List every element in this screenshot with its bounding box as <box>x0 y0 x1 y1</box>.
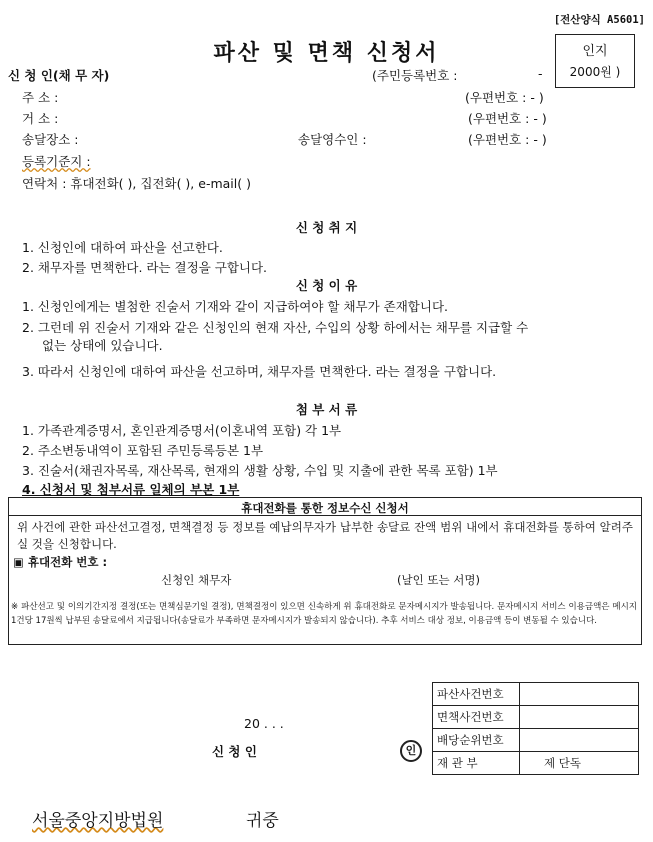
table-row <box>433 752 639 775</box>
date-line: 20 . . . <box>244 716 284 731</box>
addressee: 귀중 <box>246 811 279 831</box>
table-row <box>433 729 639 752</box>
sms-notice-footnote: ※ 파산선고 및 이의기간지정 결정(또는 면책심문기일 결정), 면책결정이 있으면 신속하게 위 휴대전화로 문자메시지가 발송됩니다. 문자메시지 서비스 이용금액은 메시지 1건당 17원씩 납부된 송달료에서 지급됩니다(송달료가 부족하면 문자메시지가 발송되지 않습니다). 추후 서비스 대상 정보, 이용금액 등이 변동될 수 있습니다. <box>11 602 637 626</box>
phone-number-label: ▣ 휴대전화 번호 : <box>13 555 108 569</box>
stamp-box <box>555 34 635 88</box>
attachment-item-4: 4. 신청서 및 첨부서류 일체의 부본 1부 <box>22 482 240 497</box>
rrn-dash: - <box>538 66 543 81</box>
notice-signer: 신청인 채무자 <box>161 573 232 587</box>
reasons-heading: 신 청 이 유 <box>295 278 358 293</box>
reasons-item-3: 3. 따라서 신청인에 대하여 파산을 선고하며, 채무자를 면책한다. 라는 결정을 구합니다. <box>22 364 497 379</box>
form-code: [전산양식 A5601] <box>553 14 645 26</box>
page-title: 파산 및 면책 신청서 <box>213 40 440 66</box>
purpose-heading: 신 청 취 지 <box>295 220 358 235</box>
case-table-value: 제 단독 <box>520 752 639 775</box>
reasons-item-2: 2. 그런데 위 진술서 기재와 같은 신청인의 현재 자산, 수입의 상황 하에서는 채무를 지급할 수 <box>22 320 529 335</box>
stamp-amount: 2000원 ) <box>569 65 621 79</box>
applicant-label: 신 청 인(채 무 자) <box>8 68 110 83</box>
case-table-label: 배당순위번호 <box>433 729 520 752</box>
address-label: 주 소 : <box>22 90 59 105</box>
applicant-signature-label: 신 청 인 <box>212 744 257 759</box>
seal-icon: 인 <box>400 740 422 762</box>
attachment-item-1: 1. 가족관계증명서, 혼인관계증명서(이혼내역 포함) 각 1부 <box>22 423 342 438</box>
address-zip: (우편번호 : - ) <box>465 90 544 105</box>
contact-line: 연락처 : 휴대전화( ), 집전화( ), e-mail( ) <box>22 176 251 191</box>
stamp-label: 인지 <box>582 44 608 59</box>
reasons-item-1: 1. 신청인에게는 별첨한 진술서 기재와 같이 지급하여야 할 채무가 존재합니다. <box>22 299 448 314</box>
sms-notice-box <box>8 497 642 645</box>
case-table-label: 파산사건번호 <box>433 683 520 706</box>
purpose-item-1: 1. 신청인에 대하여 파산을 선고한다. <box>22 240 223 255</box>
attachment-item-2: 2. 주소변동내역이 포함된 주민등록등본 1부 <box>22 443 264 458</box>
reasons-item-2-cont: 없는 상태에 있습니다. <box>42 338 163 353</box>
attachment-item-3: 3. 진술서(채권자목록, 재산목록, 현재의 생활 상황, 수입 및 지출에 관한 목록 포함) 1부 <box>22 463 498 478</box>
table-row <box>433 683 639 706</box>
residence-zip: (우편번호 : - ) <box>468 111 547 126</box>
case-number-table <box>432 682 639 775</box>
case-table-value <box>520 706 639 729</box>
notice-sign-hint: (날인 또는 서명) <box>397 573 480 587</box>
delivery-zip: (우편번호 : - ) <box>468 132 547 147</box>
purpose-item-2: 2. 채무자를 면책한다. 라는 결정을 구합니다. <box>22 260 268 275</box>
court-name: 서울중앙지방법원 <box>32 811 164 831</box>
residence-label: 거 소 : <box>22 111 59 126</box>
case-table-label: 재 관 부 <box>433 752 520 775</box>
delivery-recipient-label: 송달영수인 : <box>298 132 367 147</box>
case-table-value <box>520 683 639 706</box>
notice-divider <box>9 515 641 516</box>
rrn-label: (주민등록번호 : <box>372 68 458 83</box>
delivery-place-label: 송달장소 : <box>22 132 79 147</box>
attachments-heading: 첨 부 서 류 <box>295 402 358 417</box>
case-table-value <box>520 729 639 752</box>
registered-domicile-label: 등록기준지 : <box>22 154 91 169</box>
sms-notice-body: 위 사건에 관한 파산선고결정, 면책결정 등 정보를 예납의무자가 납부한 송달료 잔액 범위 내에서 휴대전화를 통하여 알려주실 것을 신청합니다. <box>17 520 633 551</box>
case-table-label: 면책사건번호 <box>433 706 520 729</box>
table-row <box>433 706 639 729</box>
sms-notice-title: 휴대전화를 통한 정보수신 신청서 <box>241 501 409 515</box>
